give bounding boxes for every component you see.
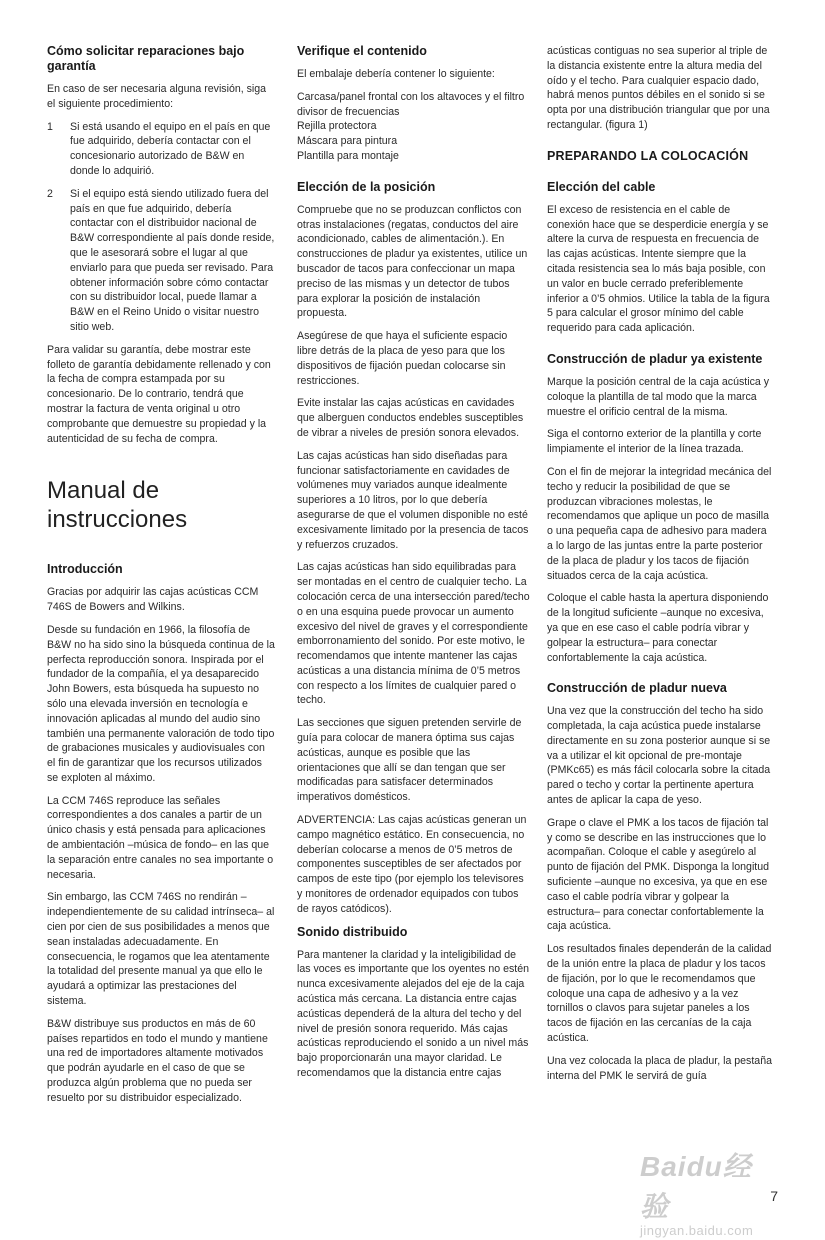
intro-paragraph: B&W distribuye sus productos en más de 60 países repartidos en todo el mundo y mantiene una red de importadores altamente motivados que podrán ayudarle en el caso de que se produzca algún problema que no pueda ser resuelto por su distribuidor especializado. xyxy=(47,1017,268,1104)
position-paragraph: Las cajas acústicas han sido equilibradas para ser montadas en el centro de cualquier techo. La colocación cerca de una intersección pared/techo o en una esquina puede provocar un aumento excesivo del nivel de graves y el correspondiente emborronamiento del sonido. Por este motivo, le recomendamos que intente mantener las cajas acústicas a una distancia mínima de 0’5 metros con respecto a los límites de cualquier pared o techo. xyxy=(297,561,530,707)
warranty-step xyxy=(47,187,275,335)
new-paragraph: Una vez colocada la placa de pladur, la pestaña interna del PMK le servirá de guía xyxy=(547,1054,772,1082)
contents-heading: Verifique el contenido xyxy=(297,44,427,58)
spacer xyxy=(297,172,530,180)
watermark-logo: Baidu经验 xyxy=(640,1151,752,1222)
prep-heading: PREPARANDO LA COLOCACIÓN xyxy=(547,148,749,163)
column-right xyxy=(547,44,775,1091)
existing-paragraph: Marque la posición central de la caja acústica y coloque la plantilla de tal modo que la marca muestre el orificio central de la misma. xyxy=(547,375,769,418)
warranty-step xyxy=(47,120,275,179)
contents-item: Rejilla protectora xyxy=(297,120,377,133)
watermark xyxy=(640,1145,775,1238)
manual-title: Manual de instrucciones xyxy=(47,477,188,534)
column-middle xyxy=(297,44,530,1089)
spacer xyxy=(547,673,775,681)
intro-paragraph: La CCM 746S reproduce las señales correspondientes a dos canales a partir de un único chasis y está pensada para aplicaciones de ambientación –música de fondo– en las que la separación entre canales no sea importante o necesaria. xyxy=(47,794,274,881)
position-paragraph: Compruebe que no se produzcan conflictos con otras instalaciones (regatas, conductos del aire acondicionado, cables de alimentación.). En construcciones de pladur ya existentes, utilice un buscador de tacos para confeccionar un mapa preciso de las mismas y un detector de tubos para explorar la posición de instalación propuesta. xyxy=(297,203,528,320)
warning-paragraph: ADVERTENCIA: Las cajas acústicas generan un campo magnético estático. En consecuencia, no deberían colocarse a menos de 0’5 metros de componentes susceptibles de ser afectados por campos de este tipo (por ejemplo los televisores y monitores de ordenador equipados con tubos de rayos catódicos). xyxy=(297,814,527,915)
step-text: Si el equipo está siendo utilizado fuera del país en que fue adquirido, debería contactar con el distribuidor nacional de B&W correspondiente al país donde reside, que le asesorará sobre el lugar al que enviarlo para que pueda ser revisado. Para obtener información sobre cómo contactar con su distribuidor local, puede llamar a B&W en el Reino Unido o visitar nuestro sitio web. xyxy=(70,187,275,333)
existing-heading: Construcción de pladur ya existente xyxy=(547,351,763,366)
page-number: 7 xyxy=(770,1188,778,1204)
intro-paragraph: Desde su fundación en 1966, la filosofía de B&W no ha sido sino la búsqueda continua de la perfecta reproducción sonora. Inspirada por el fundador de la compañía, el ya desaparecido John Bowers, esta búsqueda ha supuesto no sólo una elevada inversión en tecnología e innovación aplicadas al mundo del audio sino también una permanente valoración de todo tipo de grabaciones musicales y audiovisuales con el fin de garantizar que los recursos utilizados se exploten al máximo. xyxy=(47,623,275,784)
column-left xyxy=(47,44,275,1114)
new-paragraph: Los resultados finales dependerán de la calidad de la unión entre la placa de pladur y los tacos de fijación, por lo que le recomendamos que coloque una capa de adhesivo y a la vez tornillos o clavos para sujetar paneles a los tacos de fijación en las cercanías de la caja acústica. xyxy=(547,943,772,1045)
new-paragraph: Una vez que la construcción del techo ha sido completada, la caja acústica puede instalarse directamente en su zona posterior aunque si se va a utilizar el kit opcional de pre-montaje (PMKc65) es más fácil colocarla sobre la citada pared o techo y cortar la pertinente apertura antes de aplicar la capa de yeso. xyxy=(547,705,771,807)
intro-paragraph: Sin embargo, las CCM 746S no rendirán –independientemente de su calidad intrínseca– al cien por cien de sus posibilidades a menos que sean instaladas adecuadamente. En consecuencia, le rogamos que lea atentamente la totalidad del presente manual ya que ello le ayudará a optimizar las prestaciones del sistema. xyxy=(47,891,275,1008)
warranty-validate: Para validar su garantía, debe mostrar este folleto de garantía debidamente rellenado y con la fecha de compra estampada por su concesionario. De lo contrario, tendrá que mostrar la factura de venta original u otro comprobante que demuestre su propiedad y la autenticidad de su fecha de compra. xyxy=(47,343,271,445)
cable-heading: Elección del cable xyxy=(547,179,656,194)
spacer xyxy=(547,344,775,352)
distributed-paragraph: Para mantener la claridad y la inteligibilidad de las voces es importante que los oyentes no estén nunca excesivamente alejados del eje de la caja acústica más cercana. La distancia entre cajas acústicas dependerá de la altura del techo y del nivel de presión sonora requerido. Más cajas acústicas reproduciendo el sonido a un nivel más bajo proporcionarán una mayor claridad. Le recomendamos que la distancia entre cajas xyxy=(297,948,530,1080)
contents-item: Plantilla para montaje xyxy=(297,149,399,162)
new-heading: Construcción de pladur nueva xyxy=(547,681,727,696)
position-paragraph: Evite instalar las cajas acústicas en cavidades que alberguen conductos endebles susceptibles de vibrar a niveles de presión sonora elevados. xyxy=(297,397,524,439)
contents-intro: El embalaje debería contener lo siguiente: xyxy=(297,68,495,80)
step-text: Si está usando el equipo en el país en que fue adquirido, debería contactar con el concesionario autorizado de B&W en donde lo adquirió. xyxy=(70,120,271,177)
position-paragraph: Asegúrese de que haya el suficiente espacio libre detrás de la placa de yeso para que los dispositivos de fijación puedan colocarse sin restricciones. xyxy=(297,330,508,387)
intro-paragraph: Gracias por adquirir las cajas acústicas CCM 746S de Bowers and Wilkins. xyxy=(47,586,259,614)
spacer xyxy=(547,172,775,180)
existing-paragraph: Siga el contorno exterior de la plantilla y corte limpiamente el interior de la línea trazada. xyxy=(547,428,762,456)
warranty-heading: Cómo solicitar reparaciones bajo garantía xyxy=(47,44,245,73)
new-paragraph: Grape o clave el PMK a los tacos de fijación tal y como se describe en las instrucciones que lo acompañan. Coloque el cable y asegúrelo al punto de fijación del PMK. Disponga la longitud suficiente –aunque no excesiva, ya que en ese caso el cable podría vibrar y golpear la estructura– para conectar confortablemente la caja acústica. xyxy=(547,816,770,933)
watermark-url: jingyan.baidu.com xyxy=(640,1223,754,1238)
distributed-heading: Sonido distribuido xyxy=(297,924,408,939)
position-paragraph: Las cajas acústicas han sido diseñadas para funcionar satisfactoriamente en cavidades de volúmenes muy variados aunque idealmente superiores a 10 litros, por lo que debería asegurarse de que el volumen disponible no esté excesivamente limitado por la presencia de tacos y refuerzos cruzados. xyxy=(297,449,529,551)
spacer xyxy=(547,141,775,149)
step-number: 1 xyxy=(47,120,53,133)
position-heading: Elección de la posición xyxy=(297,179,436,194)
contents-item: Carcasa/panel frontal con los altavoces y el filtro divisor de frecuencias xyxy=(297,90,525,118)
position-paragraph: Las secciones que siguen pretenden servirle de guía para colocar de manera óptima sus cajas acústicas, aunque es posible que las orientaciones que allí se dan tengan que ser modificadas para satisfacer determinados imperativos domésticos. xyxy=(297,717,522,804)
existing-paragraph: Con el fin de mejorar la integridad mecánica del techo y reducir la posibilidad de que se produzcan vibraciones molestas, le recomendamos que aplique un poco de masilla o una pequeña capa de adhesivo para madera a lo largo de las juntas entre la parte posterior de la placa de pladur y los tacos de fijación situados cerca de la caja acústica. xyxy=(547,465,772,582)
contents-item: Máscara para pintura xyxy=(297,135,398,148)
warranty-intro: En caso de ser necesaria alguna revisión, siga el siguiente procedimiento: xyxy=(47,83,267,110)
step-number: 2 xyxy=(47,187,53,200)
intro-heading: Introducción xyxy=(47,562,123,577)
cable-paragraph: El exceso de resistencia en el cable de conexión hace que se desperdicie energía y se altere la curva de respuesta en frecuencia de las cajas acústicas. Intente siempre que la citada resistencia sea lo más baja posible, con un valor en bucle cerrado preferiblemente inferior a 0’5 ohmios. Utilice la tabla de la figura 5 para calcular el grosor mínimo del cable requerido para cada aplicación. xyxy=(547,203,770,335)
existing-paragraph: Coloque el cable hasta la apertura disponiendo de la longitud suficiente –aunque no excesiva, ya que en ese caso el cable podría vibrar y golpear la estructura– para conectar confortablemente la caja acústica. xyxy=(547,592,769,664)
continuation-paragraph: acústicas contiguas no sea superior al triple de la distancia existente entre la altura media del oído y el techo. Para cualquier espacio dado, habrá menos puntos débiles en el sonido si se opta por una distribución triangular que por una rectangular. (figura 1) xyxy=(547,45,770,131)
